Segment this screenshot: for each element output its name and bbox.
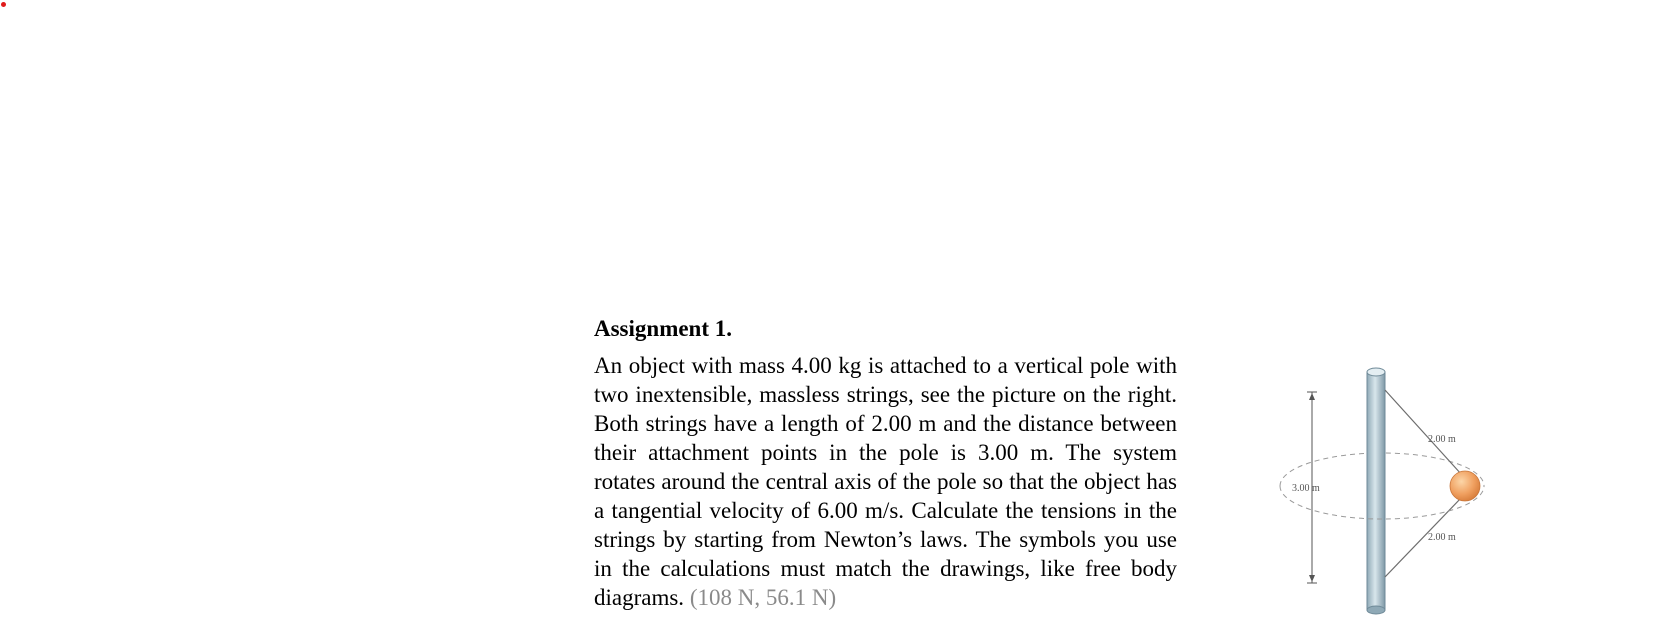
pole — [1367, 372, 1385, 610]
red-marker-dot — [1, 2, 6, 7]
pole-top — [1367, 368, 1385, 376]
separation-label: 3.00 m — [1292, 483, 1320, 494]
assignment-body-text: An object with mass 4.00 kg is attached to a vertical pole with two inextensible, massless strings, see the picture on the right. Both strings have a length of 2.00 m and the distance between their attachment points in the pole is 3.00 m. The system rotates around the central axis of the pole so that the object has a tangential velocity of 6.00 m/s. Calculate the tensions in the strings by starting from Newton’s laws. The symbols you use in the calculations must match the drawings, like free body diagrams. — [594, 353, 1177, 610]
pole-figure — [1265, 362, 1485, 622]
mass-ball — [1450, 471, 1480, 501]
upper-string — [1385, 390, 1462, 475]
dimension-arrow-bottom-icon — [1309, 575, 1315, 582]
assignment-text — [594, 351, 1177, 612]
lower-string-label: 2.00 m — [1428, 532, 1456, 543]
upper-string-label: 2.00 m — [1428, 434, 1456, 445]
dimension-arrow-top-icon — [1309, 393, 1315, 400]
answer-hint: (108 N, 56.1 N) — [689, 585, 837, 610]
assignment-block — [594, 314, 1177, 612]
assignment-title: Assignment 1. — [594, 316, 733, 341]
pole-diagram — [1265, 362, 1485, 622]
pole-bottom — [1367, 606, 1385, 614]
